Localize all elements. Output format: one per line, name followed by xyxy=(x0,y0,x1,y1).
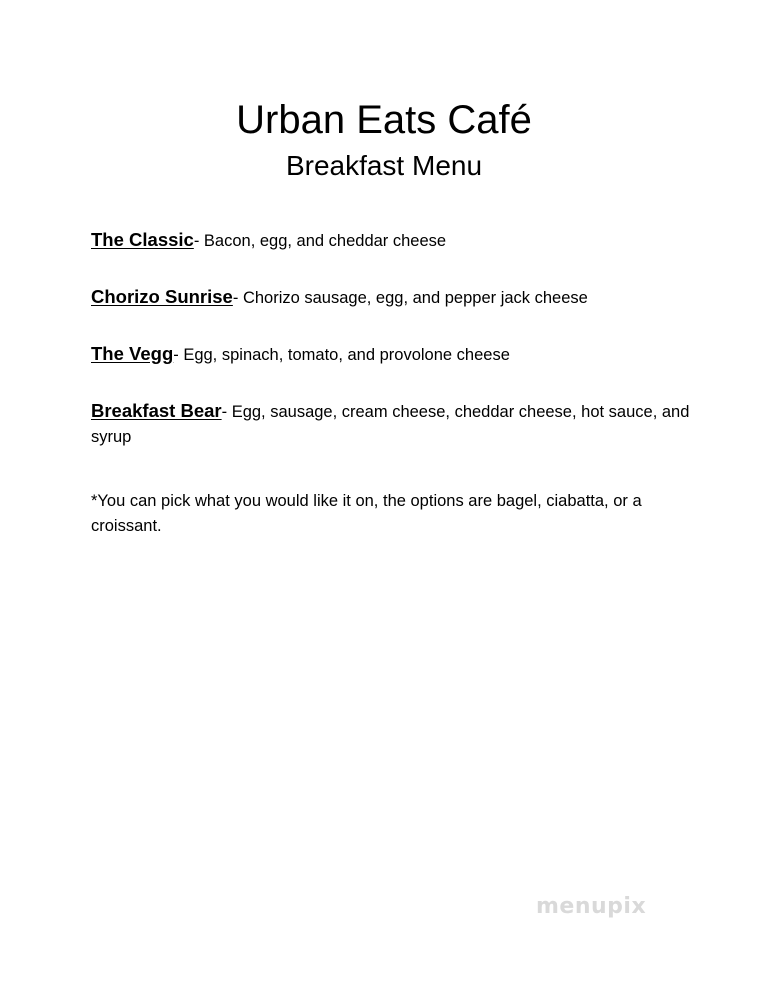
page-subtitle: Breakfast Menu xyxy=(285,150,483,181)
menu-item-name: The Classic xyxy=(91,229,194,250)
menu-item xyxy=(91,398,691,450)
menu-item-description: - Bacon, egg, and cheddar cheese xyxy=(193,232,447,250)
menu-list xyxy=(91,227,691,450)
menu-item-description: - Egg, spinach, tomato, and provolone cheese xyxy=(173,346,510,364)
bread-options-note: *You can pick what you would like it on, the options are bagel, ciabatta, or a croissant. xyxy=(91,492,642,535)
menu-item-name: Breakfast Bear xyxy=(91,400,222,421)
menu-item xyxy=(91,227,691,254)
watermark-logo: menupix xyxy=(536,894,647,919)
page-title: Urban Eats Café xyxy=(236,98,532,142)
menu-item-name: The Vegg xyxy=(91,343,174,364)
menu-item-description: - Egg, sausage, cream cheese, cheddar cheese, hot sauce, and syrup xyxy=(91,403,690,446)
menu-item xyxy=(91,341,691,368)
menu-item-name: Chorizo Sunrise xyxy=(91,286,233,307)
menu-item xyxy=(91,284,691,311)
menu-item-description: - Chorizo sausage, egg, and pepper jack cheese xyxy=(232,289,588,307)
